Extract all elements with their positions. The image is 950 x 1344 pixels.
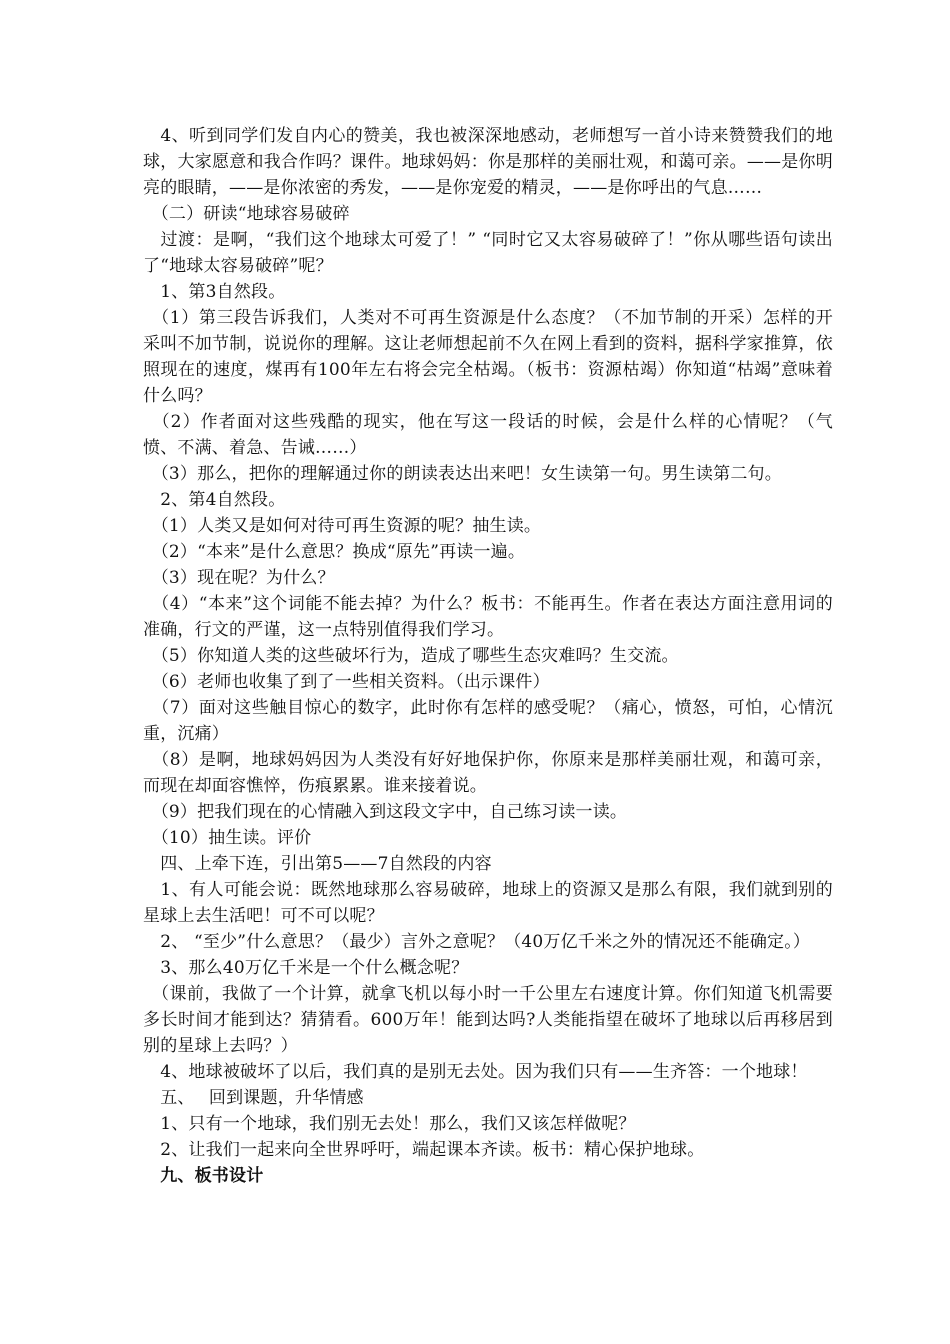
paragraph: （8）是啊，地球妈妈因为人类没有好好地保护你，你原来是那样美丽壮观，和蔼可亲，而现在却面容憔悴，伤痕累累。谁来接着说。 [143, 750, 833, 796]
paragraph: （9）把我们现在的心情融入到这段文字中，自己练习读一读。 [143, 802, 628, 822]
paragraph: （6）老师也收集了到了一些相关资料。（出示课件） [143, 672, 550, 692]
paragraph: 2、第4自然段。 [143, 490, 286, 510]
paragraph: （5）你知道人类的这些破坏行为，造成了哪些生态灾难吗？生交流。 [143, 646, 679, 666]
section-heading-board-design: 九、板书设计 [143, 1166, 264, 1186]
paragraph: 过渡：是啊，“我们这个地球太可爱了！” “同时它又太容易破碎了！”你从哪些语句读出了“地球太容易破碎”呢？ [143, 230, 833, 276]
paragraph: （7）面对这些触目惊心的数字，此时你有怎样的感受呢？（痛心，愤怒，可怕，心情沉重，沉痛） [143, 698, 833, 744]
section-heading: 四、上牵下连，引出第5——7自然段的内容 [143, 854, 492, 874]
section-heading: （二）研读“地球容易破碎 [143, 204, 350, 224]
paragraph: 4、听到同学们发自内心的赞美，我也被深深地感动，老师想写一首小诗来赞赞我们的地球，大家愿意和我合作吗？课件。地球妈妈：你是那样的美丽壮观，和蔼可亲。——是你明亮的眼睛，——是你浓密的秀发，——是你宠爱的精灵，——是你呼出的气息…… [143, 126, 833, 198]
paragraph: （1）第三段告诉我们，人类对不可再生资源是什么态度？（不加节制的开采）怎样的开采叫不加节制，说说你的理解。这让老师想起前不久在网上看到的资料，据科学家推算，依照现在的速度，煤再有100年左右将会完全枯竭。（板书：资源枯竭）你知道“枯竭”意味着什么吗？ [143, 308, 833, 406]
paragraph: 4、地球被破坏了以后，我们真的是别无去处。因为我们只有——生齐答：一个地球！ [143, 1062, 808, 1082]
paragraph: （3）那么，把你的理解通过你的朗读表达出来吧！女生读第一句。男生读第二句。 [143, 464, 782, 484]
paragraph: （1）人类又是如何对待可再生资源的呢？抽生读。 [143, 516, 542, 536]
paragraph: （10）抽生读。评价 [143, 828, 312, 848]
paragraph: （2）“本来”是什么意思？换成“原先”再读一遍。 [143, 542, 526, 562]
paragraph: 1、有人可能会说：既然地球那么容易破碎，地球上的资源又是那么有限，我们就到别的星球上去生活吧！可不可以呢？ [143, 880, 833, 926]
paragraph: （课前，我做了一个计算，就拿飞机以每小时一千公里左右速度计算。你们知道飞机需要多长时间才能到达？猜猜看。600万年！能到达吗?人类能指望在破坏了地球以后再移居到别的星球上去吗？） [143, 984, 833, 1056]
paragraph: （2）作者面对这些残酷的现实，他在写这一段话的时候，会是什么样的心情呢？（气愤、不满、着急、告诫……） [143, 412, 833, 458]
section-heading: 五、 回到课题，升华情感 [143, 1088, 364, 1108]
paragraph: 2、 “至少”什么意思？（最少）言外之意呢？（40万亿千米之外的情况还不能确定。） [143, 932, 811, 952]
document-page [143, 123, 833, 1189]
paragraph: （4）“本来”这个词能不能去掉？为什么？板书：不能再生。作者在表达方面注意用词的准确，行文的严谨，这一点特别值得我们学习。 [143, 594, 833, 640]
paragraph: 1、只有一个地球，我们别无去处！那么，我们又该怎样做呢？ [143, 1114, 636, 1134]
paragraph: （3）现在呢？为什么？ [143, 568, 335, 588]
paragraph: 3、那么40万亿千米是一个什么概念呢？ [143, 958, 469, 978]
paragraph: 2、让我们一起来向全世界呼吁，端起课本齐读。板书：精心保护地球。 [143, 1140, 705, 1160]
paragraph: 1、第3自然段。 [143, 282, 286, 302]
